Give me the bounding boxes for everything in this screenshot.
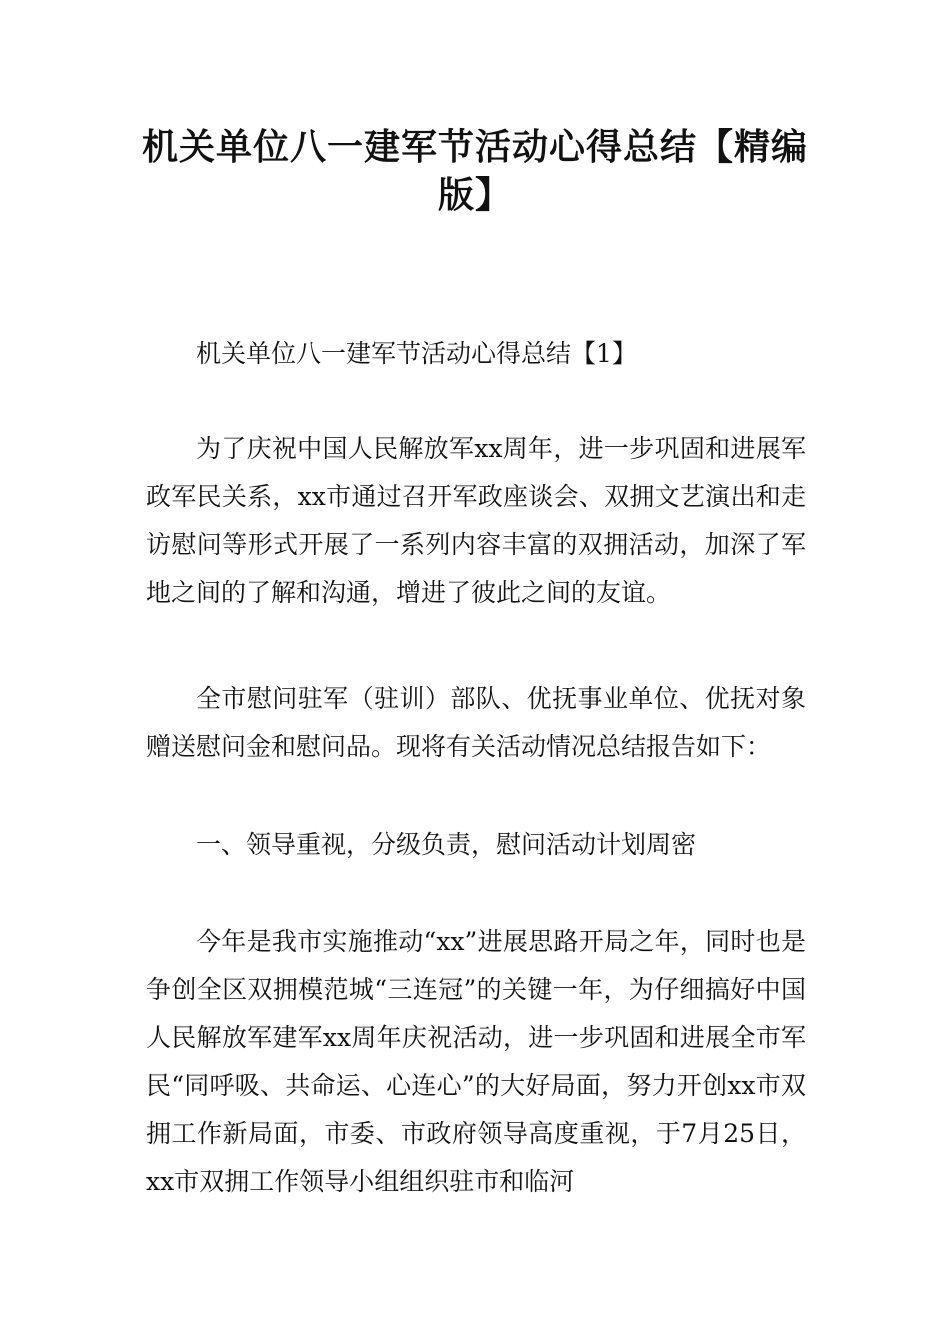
- paragraph-summary: 全市慰问驻军（驻训）部队、优抚事业单位、优抚对象赠送慰问金和慰问品。现将有关活动情况总结报告如下：: [146, 684, 806, 761]
- paragraph-intro: 为了庆祝中国人民解放军xx周年，进一步巩固和进展军政军民关系，xx市通过召开军政座谈会、双拥文艺演出和走访慰问等形式开展了一系列内容丰富的双拥活动，加深了军地之间的了解和沟通，增进了彼此之间的友谊。: [146, 434, 806, 607]
- section-heading: 一、领导重视，分级负责，慰问活动计划周密: [196, 830, 697, 859]
- section-subtitle: 机关单位八一建军节活动心得总结【1】: [196, 339, 637, 368]
- document-title: 机关单位八一建军节活动心得总结【精编版】: [141, 127, 808, 216]
- paragraph-body: 今年是我市实施推动“xx”进展思路开局之年，同时也是争创全区双拥模范城“三连冠”的关键一年，为仔细搞好中国人民解放军建军xx周年庆祝活动，进一步巩固和进展全市军民“同呼吸、共命运、心连心”的大好局面，努力开创xx市双拥工作新局面，市委、市政府领导高度重视，于7月25日，xx市双拥工作领导小组组织驻市和临河: [146, 927, 806, 1196]
